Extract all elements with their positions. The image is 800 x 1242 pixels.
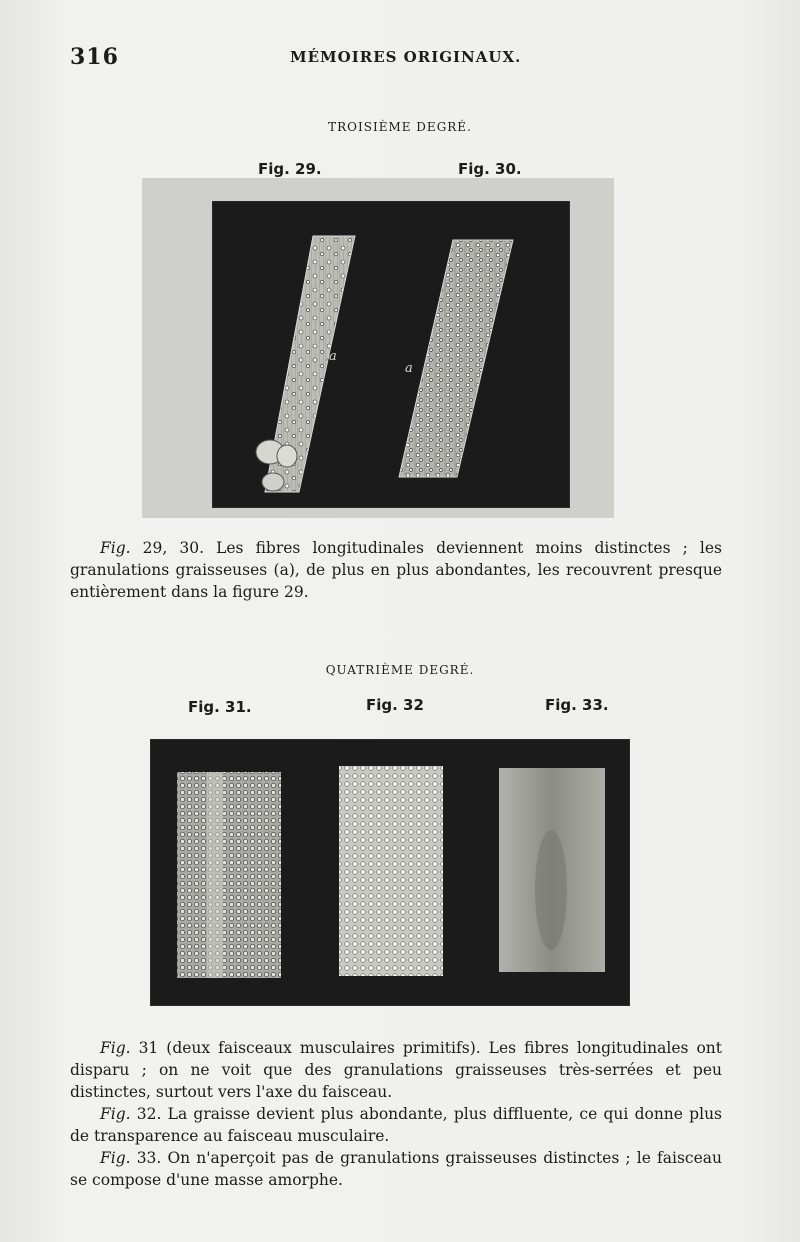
fig-31-bundle — [177, 772, 281, 978]
caption-fig-31: Fig. 31 (deux faisceaux musculaires primitifs). Les fibres longitudinales ont disparu ; on ne voit que des granulations graisseuses très-serrées et peu distinctes, surtout vers l'axe du faisceau. — [70, 1039, 722, 1101]
section-heading-fourth-degree: QUATRIÈME DEGRÉ. — [325, 663, 475, 677]
plate-figs-29-30 — [213, 202, 569, 507]
fig-32-bundle — [339, 766, 443, 976]
section-heading-third-degree: TROISIÈME DEGRÉ. — [328, 120, 472, 134]
fig-30-annotation-a: a — [405, 361, 413, 376]
page-header — [70, 44, 730, 74]
plate-figs-31-33 — [151, 740, 629, 1005]
fig-30-fibre — [399, 240, 513, 477]
muscle-fibres-illustration-2 — [151, 740, 629, 1005]
fig-32-label: Fig. 32 — [366, 696, 424, 714]
running-title: MÉMOIRES ORIGINAUX. — [290, 48, 522, 66]
muscle-fibres-illustration-1 — [213, 202, 569, 507]
caption-fig-32: Fig. 32. La graisse devient plus abondante, plus diffluente, ce qui donne plus de transparence au faisceau musculaire. — [70, 1105, 722, 1145]
fig-29-annotation-a: a — [329, 349, 337, 364]
fig-31-label: Fig. 31. — [188, 698, 252, 716]
caption-fig-33: Fig. 33. On n'aperçoit pas de granulations graisseuses distinctes ; le faisceau se compose d'une masse amorphe. — [70, 1149, 722, 1189]
caption-1-text: 29, 30. Les fibres longitudinales deviennent moins distinctes ; les granulations graisseuses (a), de plus en plus abondantes, les recouvrent presque entièrement dans la figure 29. — [70, 539, 722, 601]
fig-30-label: Fig. 30. — [458, 160, 522, 178]
caption-figs-31-33 — [70, 1037, 722, 1191]
caption-figs-29-30 — [70, 537, 722, 603]
caption-1-fig-ref: Fig. — [100, 539, 131, 557]
page-number: 316 — [70, 44, 119, 70]
fig-33-label: Fig. 33. — [545, 696, 609, 714]
fig-29-label: Fig. 29. — [258, 160, 322, 178]
